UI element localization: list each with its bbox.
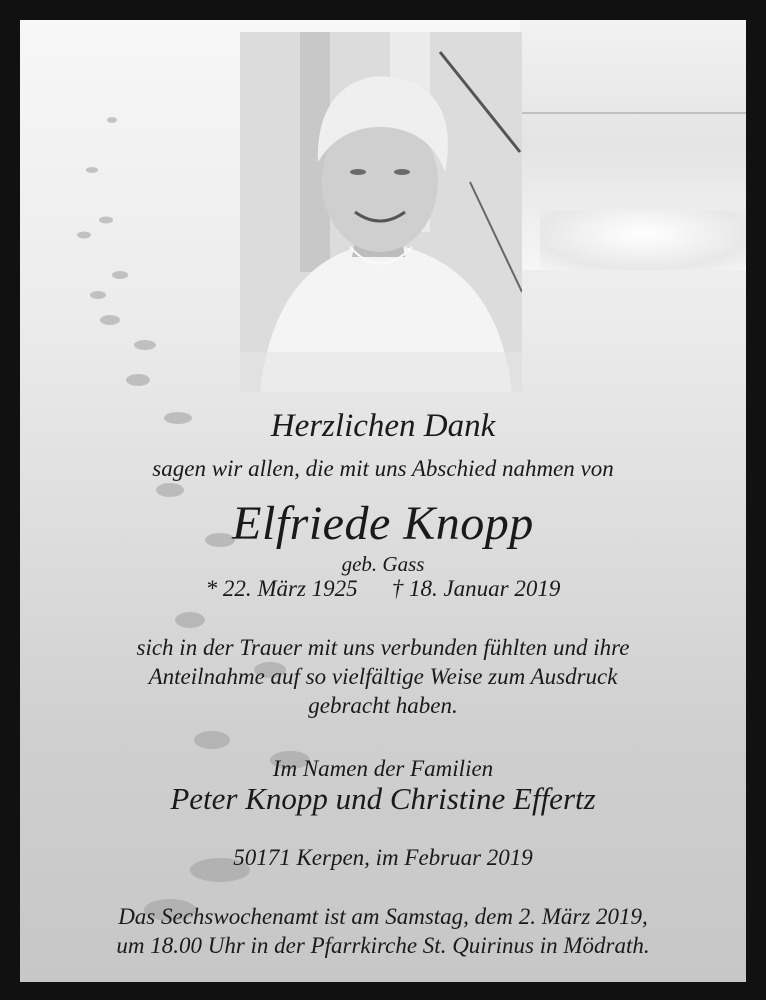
thanks-body-line: Anteilnahme auf so vielfältige Weise zum Ausdruck xyxy=(148,664,618,689)
thanks-body xyxy=(20,633,746,720)
thanks-body-line: gebracht haben. xyxy=(308,693,458,718)
portrait-photo xyxy=(240,32,522,392)
on-behalf-text: Im Namen der Familien xyxy=(272,756,494,781)
thanks-body-line: sich in der Trauer mit uns verbunden fühlten und ihre xyxy=(136,635,630,660)
intro-text: sagen wir allen, die mit uns Abschied nahmen von xyxy=(152,456,614,481)
maiden-name: geb. Gass xyxy=(341,552,425,576)
heading-thanks: Herzlichen Dank xyxy=(270,408,496,444)
deceased-name: Elfriede Knopp xyxy=(232,497,534,550)
family-names: Peter Knopp und Christine Effertz xyxy=(170,781,596,816)
memorial-mass-line: Das Sechswochenamt ist am Samstag, dem 2. März 2019, xyxy=(118,904,648,929)
notice-background xyxy=(20,20,746,982)
birth-date: * 22. März 1925 xyxy=(205,576,358,601)
place-date: 50171 Kerpen, im Februar 2019 xyxy=(233,845,533,870)
death-date: † 18. Januar 2019 xyxy=(391,576,561,601)
portrait-image xyxy=(240,32,522,392)
memorial-mass-info xyxy=(20,902,746,960)
life-dates xyxy=(20,576,746,602)
memorial-mass-line: um 18.00 Uhr in der Pfarrkirche St. Quirinus in Mödrath. xyxy=(116,933,650,958)
